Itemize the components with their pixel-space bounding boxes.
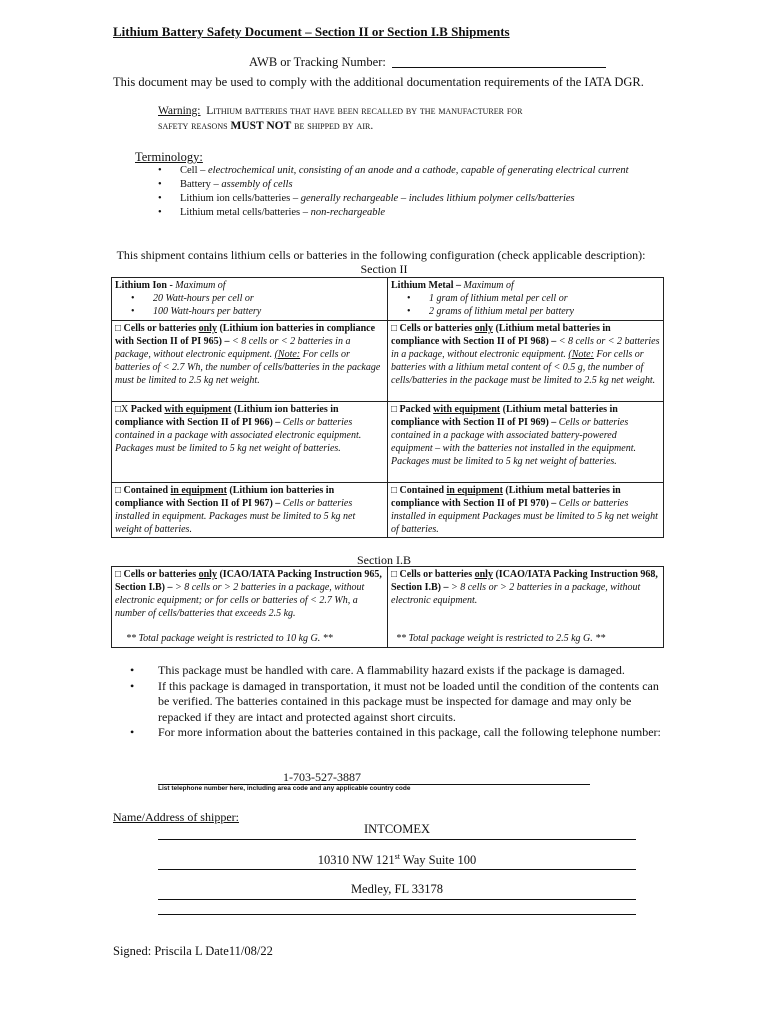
checkbox[interactable]: □ — [115, 485, 122, 496]
shipper-city: Medley, FL 33178 — [350, 882, 444, 896]
metal-limit: 2 grams of lithium metal per battery — [429, 306, 574, 317]
term-definition: electrochemical unit, consisting of an anode and a cathode, capable of generating electrical current — [208, 165, 629, 176]
option-description: < 8 cells or < 2 batteries in a package, without electronic equipment. — [115, 336, 351, 360]
list-item: • 20 Watt-hours per cell or — [131, 293, 254, 304]
street-suffix: st — [394, 852, 400, 861]
checkbox[interactable]: □ — [391, 323, 398, 334]
list-item: • This package must be handled with care. A flammability hazard exists if the package is damaged. — [130, 663, 625, 677]
shipper-extra-line[interactable] — [158, 897, 636, 915]
metal-in-equipment-cell — [388, 483, 664, 538]
option-reference: (Lithium metal batteries in compliance with Section II of PI 969) – — [391, 404, 618, 428]
table-row — [112, 567, 664, 648]
warning-block — [158, 104, 638, 134]
metal-header-cell — [388, 278, 664, 321]
term: Cell – — [180, 165, 206, 176]
note-text: This package must be handled with care. A flammability hazard exists if the package is damaged. — [158, 663, 625, 677]
term-definition: non-rechargeable — [310, 207, 386, 218]
shipment-intro: This shipment contains lithium cells or batteries in the following configuration (check applicable description): — [116, 248, 646, 262]
term: Lithium metal cells/batteries – — [180, 207, 309, 218]
term-definition: assembly of cells — [221, 179, 293, 190]
section-1b-heading: Section I.B — [357, 553, 411, 567]
signature-line: Signed: Priscila L Date11/08/22 — [113, 944, 273, 958]
option-reference: (Lithium ion batteries in compliance with Section II of PI 965) – — [115, 323, 376, 347]
list-item: • For more information about the batteries contained in this package, call the following telephone number: — [130, 725, 661, 739]
checkbox[interactable]: □ — [115, 323, 122, 334]
note-text: For cells or batteries of < 2.7 Wh, the number of cells/batteries in the package must be limited to 2.5 kg net weight. — [115, 349, 381, 386]
metal-limit: 1 gram of lithium metal per cell or — [429, 293, 568, 304]
warning-label: Warning: — [158, 105, 201, 117]
option-title: Cells or batteries — [123, 323, 197, 334]
ion-in-equipment-cell — [112, 483, 388, 538]
shipper-name-field[interactable] — [158, 822, 636, 840]
option-title: Cells or batteries — [399, 323, 473, 334]
option-emphasis: only — [198, 569, 217, 580]
ion-with-equipment-cell — [112, 402, 388, 483]
note-label: (Note: — [274, 349, 301, 360]
ion-header-subtitle: Maximum of — [175, 280, 226, 291]
option-description: Cells or batteries contained in a package with associated electronic equipment. Packages must be limited to 5 kg net weight of batteries. — [115, 417, 362, 454]
metal-cells-only-cell — [388, 321, 664, 402]
shipper-street-rest: Way Suite 100 — [400, 853, 477, 868]
checkbox[interactable]: □ — [391, 569, 398, 580]
option-reference: (Lithium metal batteries in compliance with Section II of PI 968) – — [391, 323, 611, 347]
option-description: Cells or batteries installed in equipment Packages must be limited to 5 kg net weight of batteries. — [391, 498, 658, 535]
option-title: Packed — [130, 404, 162, 415]
ion-limit: 100 Watt-hours per battery — [153, 306, 262, 317]
checkbox[interactable]: □ — [391, 485, 398, 496]
list-item: • 2 grams of lithium metal per battery — [407, 306, 574, 317]
ion-header-title: Lithium Ion - — [115, 280, 173, 291]
phone-field[interactable] — [158, 770, 590, 785]
warning-text-2b: be shipped by air. — [294, 120, 374, 132]
option-emphasis: in equipment — [170, 485, 227, 496]
table-row — [112, 402, 664, 483]
ion-1b-cell — [112, 567, 388, 648]
term-definition: generally rechargeable – includes lithium polymer cells/batteries — [300, 193, 575, 204]
ion-limit: 20 Watt-hours per cell or — [153, 293, 254, 304]
option-emphasis: only — [474, 569, 493, 580]
shipper-street: 10310 NW 121 — [317, 853, 395, 868]
ion-cells-only-cell — [112, 321, 388, 402]
table-row — [112, 278, 664, 321]
option-title: Contained — [123, 485, 168, 496]
list-item: • Lithium ion cells/batteries – generally rechargeable – includes lithium polymer cells/batteries — [158, 193, 575, 204]
list-item: • Cell – electrochemical unit, consisting of an anode and a cathode, capable of generating electrical current — [158, 165, 629, 176]
checkbox[interactable]: □ — [115, 569, 122, 580]
list-item: • 100 Watt-hours per battery — [131, 306, 262, 317]
handling-notes — [130, 663, 670, 741]
option-emphasis: with equipment — [164, 404, 232, 415]
metal-1b-cell — [388, 567, 664, 648]
note-text: For cells or batteries with a lithium metal content of < 0.5 g, the number of cells/batteries in the package must be limited to 2.5 kg net weight. — [391, 349, 656, 386]
awb-field — [249, 55, 606, 70]
awb-label: AWB or Tracking Number: — [249, 55, 386, 69]
weight-restriction: ** Total package weight is restricted to 2.5 kg G. ** — [396, 633, 606, 644]
metal-with-equipment-cell — [388, 402, 664, 483]
option-title: Cells or batteries — [123, 569, 197, 580]
option-title: Contained — [399, 485, 444, 496]
option-emphasis: only — [198, 323, 217, 334]
warning-text-2a: safety reasons — [158, 120, 228, 132]
intro-text: This document may be used to comply with the additional documentation requirements of the IATA DGR. — [113, 75, 644, 89]
section-1b-table — [111, 566, 664, 648]
list-item: • Lithium metal cells/batteries – non-rechargeable — [158, 207, 386, 218]
list-item: • If this package is damaged in transportation, it must not be loaded until the condition of the contents can be verified. The batteries contained in this package must be inspected for damage and may only be repacked if they are intact and protected against short circuits. — [130, 679, 670, 726]
option-reference: (ICAO/IATA Packing Instruction 965, Section I.B) – — [115, 569, 382, 593]
warning-text-1: Lithium batteries that have been recalled by the manufacturer for — [206, 105, 523, 117]
option-title: Cells or batteries — [399, 569, 473, 580]
term: Battery – — [180, 179, 219, 190]
phone-number: 1-703-527-3887 — [283, 770, 361, 784]
list-item: • 1 gram of lithium metal per cell or — [407, 293, 568, 304]
section-2-table — [111, 277, 664, 538]
table-row — [112, 483, 664, 538]
awb-input-line[interactable] — [392, 55, 606, 68]
table-row — [112, 321, 664, 402]
checkbox-checked[interactable]: □X — [115, 404, 129, 415]
ion-header-cell — [112, 278, 388, 321]
option-reference: (Lithium metal batteries in compliance with Section II of PI 970) – — [391, 485, 621, 509]
terminology-heading: Terminology: — [135, 150, 203, 164]
shipper-street-field[interactable] — [158, 852, 636, 870]
shipper-name: INTCOMEX — [364, 822, 430, 836]
note-label: (Note: — [568, 349, 594, 360]
metal-header-subtitle: Maximum of — [463, 280, 514, 291]
option-emphasis: with equipment — [433, 404, 501, 415]
note-text: If this package is damaged in transportation, it must not be loaded until the condition of the contents can be verified. The batteries contained in this package must be inspected for damage and may only be repacked if they are intact and protected against short circuits. — [158, 678, 659, 724]
option-description: Cells or batteries contained in a package with associated battery-powered equipment – with the batteries not installed in the equipment. Packages must be limited to 5 kg net weight of batteries. — [391, 417, 636, 467]
list-item: • Battery – assembly of cells — [158, 179, 293, 190]
phone-caption: List telephone number here, including area code and any applicable country code — [158, 785, 411, 792]
option-description: < 8 cells or < 2 batteries in a package, without electronic equipment. — [391, 336, 660, 360]
option-reference: (Lithium ion batteries in compliance with Section II of PI 967) – — [115, 485, 335, 509]
document-title: Lithium Battery Safety Document – Section II or Section I.B Shipments — [113, 24, 510, 39]
metal-header-title: Lithium Metal – — [391, 280, 461, 291]
option-reference: (ICAO/IATA Packing Instruction 968, Section I.B) – — [391, 569, 658, 593]
note-text: For more information about the batteries contained in this package, call the following telephone number: — [158, 725, 661, 739]
section-2-heading: Section II — [360, 262, 408, 276]
checkbox[interactable]: □ — [391, 404, 398, 415]
option-title: Packed — [399, 404, 431, 415]
term: Lithium ion cells/batteries – — [180, 193, 299, 204]
option-reference: (Lithium ion batteries in compliance with Section II of PI 966) – — [115, 404, 339, 428]
warning-must-not: MUST NOT — [230, 120, 292, 132]
terminology-list — [158, 164, 658, 220]
option-description: Cells or batteries installed in equipment. Packages must be limited to 5 kg net weight of batteries. — [115, 498, 356, 535]
option-description: > 8 cells or > 2 batteries in a package, without electronic equipment. — [391, 582, 641, 606]
option-emphasis: only — [474, 323, 493, 334]
option-description: > 8 cells or > 2 batteries in a package, without electronic equipment; or for cells or batteries of < 2.7 Wh, a number of cells/batteries that exceeds 2.5 kg. — [115, 582, 365, 619]
weight-restriction: ** Total package weight is restricted to 10 kg G. ** — [126, 633, 333, 644]
option-emphasis: in equipment — [446, 485, 503, 496]
shipper-label: Name/Address of shipper: — [113, 810, 239, 824]
